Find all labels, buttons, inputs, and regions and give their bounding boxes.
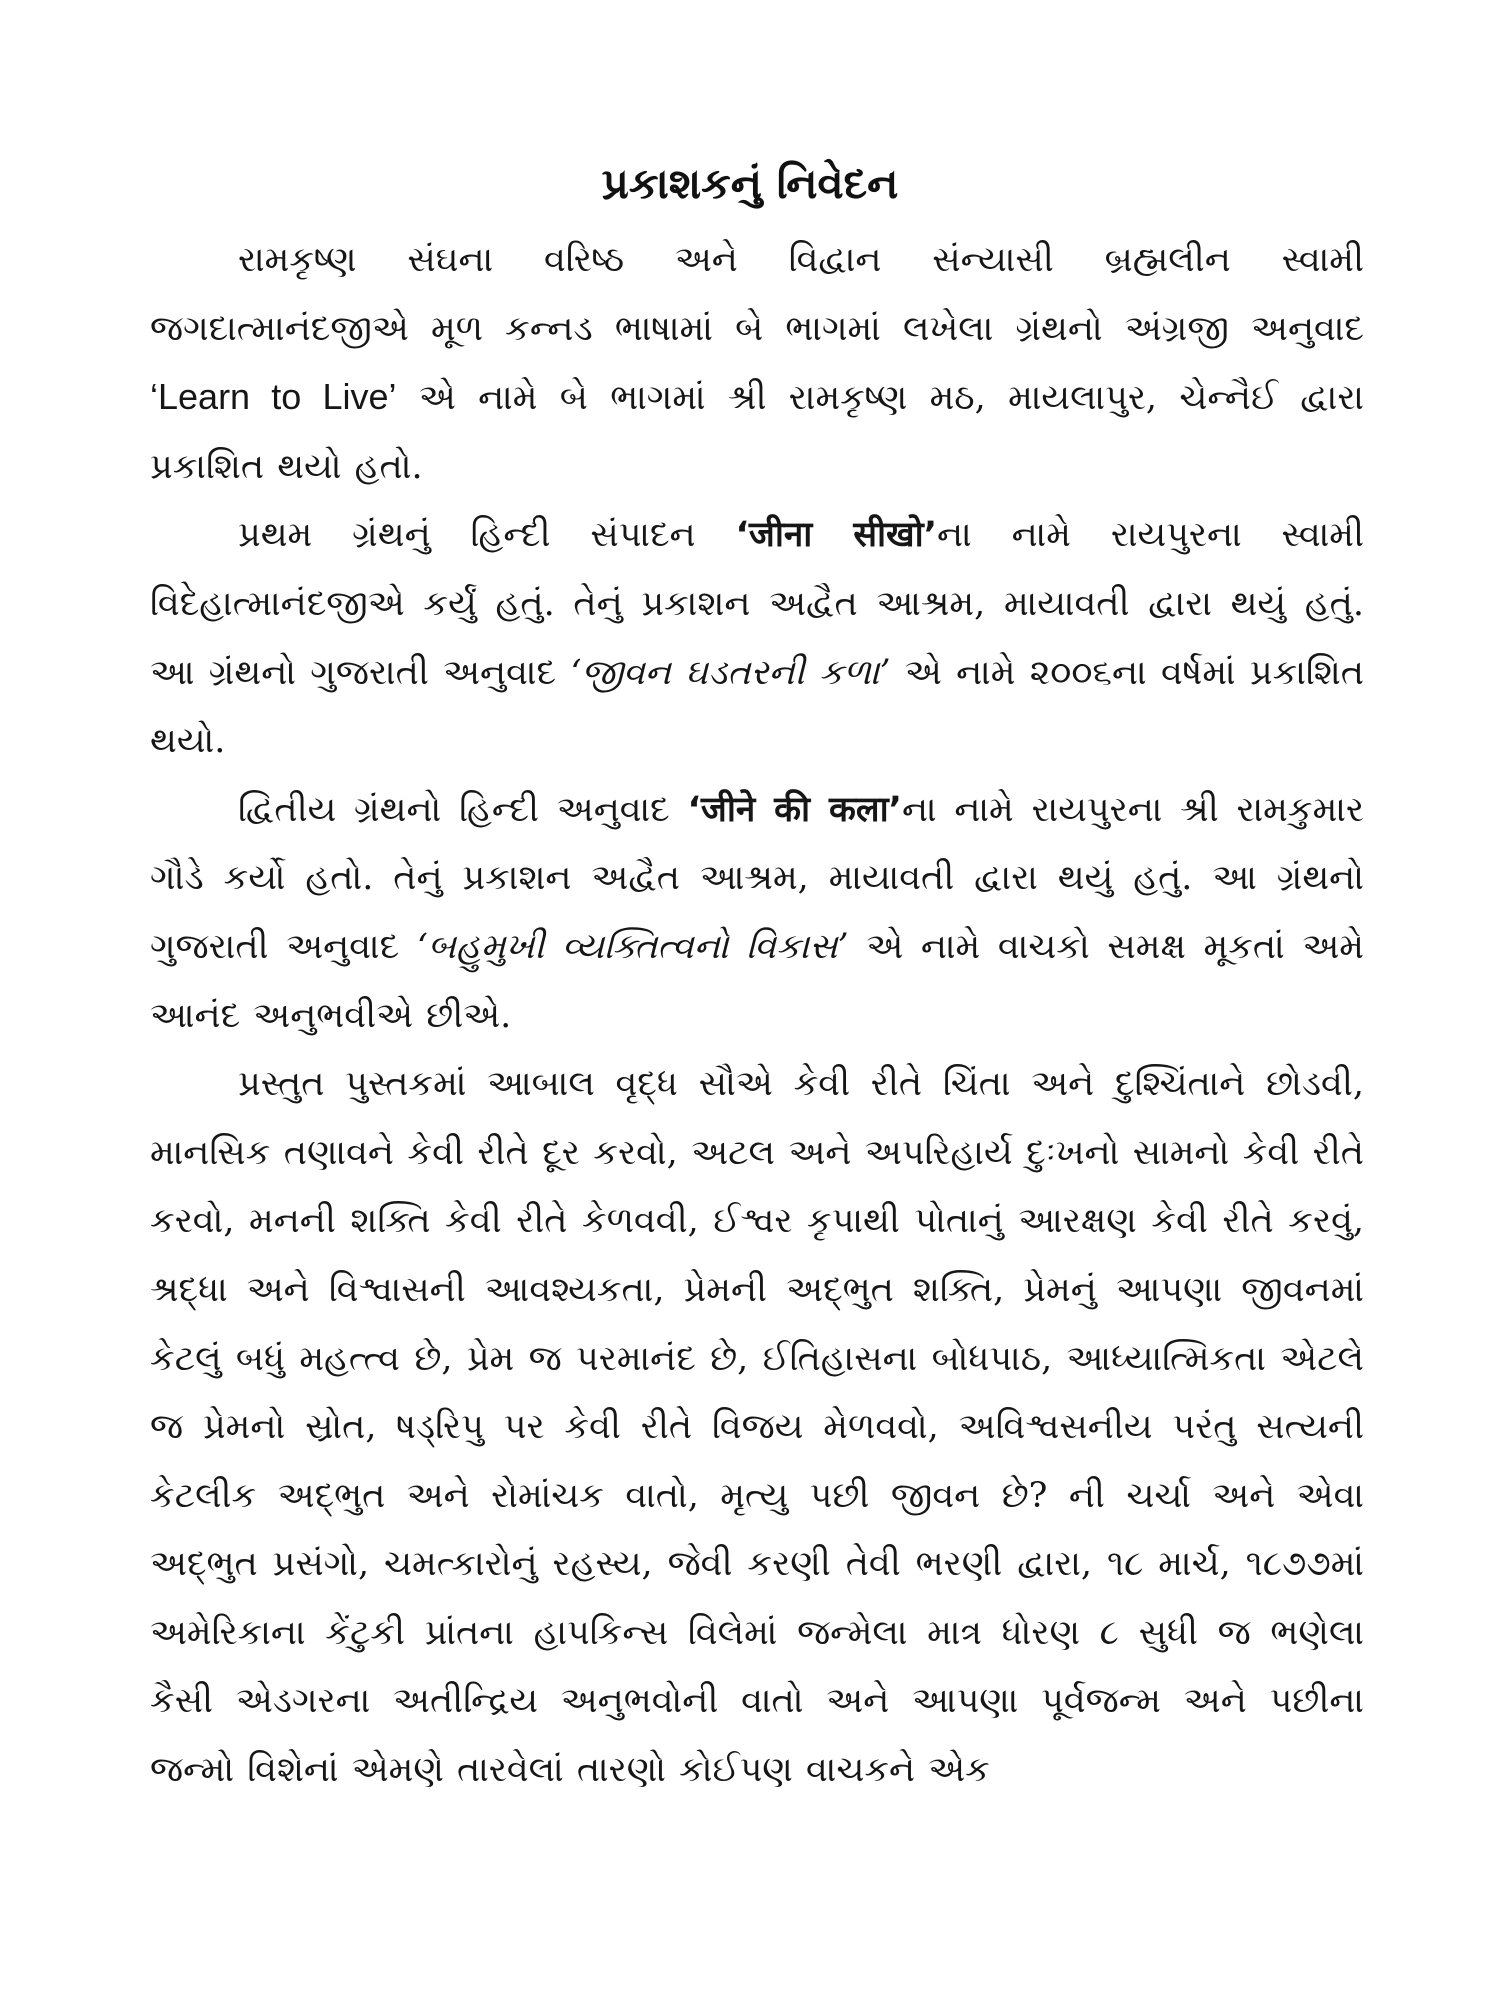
paragraph-1 (150, 226, 1364, 501)
paragraph-2 (150, 501, 1364, 775)
hindi-book-title-1: ‘जीना सीखो’ (735, 515, 938, 556)
gujarati-book-title-2: ‘બહુમુખી વ્યક્તિત્વનો વિકાસ’ (416, 926, 849, 967)
gujarati-book-title-1: ‘જીવન ઘડતરની કળા’ (570, 652, 891, 693)
paragraph-2-text-a: પ્રથમ ગ્રંથનું હિન્દી સંપાદન (238, 515, 736, 556)
english-book-title: ‘Learn to Live’ (150, 376, 397, 418)
paragraph-1-text-b: એ નામે બે ભાગમાં શ્રી રામકૃષ્ણ મઠ, માયલાપુર, ચેન્નૈઈ દ્વારા પ્રકાશિત થયો હતો. (150, 378, 1365, 487)
paragraph-3 (150, 776, 1364, 1050)
hindi-book-title-2: ‘जीने की कला’ (687, 789, 902, 830)
paragraph-1-text-a: રામકૃષ્ણ સંઘના વરિષ્ઠ અને વિદ્વાન સંન્યાસી બ્રહ્મલીન સ્વામી જગદાત્માનંદજીએ મૂળ કન્નડ ભાષામાં બે ભાગમાં લખેલા ગ્રંથનો અંગ્રજી અનુવાદ (150, 240, 1364, 349)
paragraph-2-text-b: ના નામે રાયપુરના સ્વામી વિદેહાત્માનંદજીએ કર્યું હતું. તેનું પ્રકાશન અદ્વૈત આશ્રમ, માયાવતી દ્વારા થયું હતું. આ ગ્રંથનો ગુજરાતી અનુવાદ (150, 515, 1364, 693)
paragraph-4: પ્રસ્તુત પુસ્તકમાં આબાલ વૃદ્ધ સૌએ કેવી રીતે ચિંતા અને દુશ્ચિંતાને છોડવી, માનસિક તણાવને કેવી રીતે દૂર કરવો, અટલ અને અપરિહાર્ય દુઃખનો સામનો કેવી રીતે કરવો, મનની શક્તિ કેવી રીતે કેળવવી, ઈશ્વર કૃપાથી પોતાનું આરક્ષણ કેવી રીતે કરવું, શ્રદ્ધા અને વિશ્વાસની આવશ્યકતા, પ્રેમની અદ્ભુત શક્તિ, પ્રેમનું આપણા જીવનમાં કેટલું બધું મહત્ત્વ છે, પ્રેમ જ પરમાનંદ છે, ઈતિહાસના બોધપાઠ, આધ્યાત્મિકતા એટલે જ પ્રેમનો સ્રોત, ષડ્‌રિપુ પર કેવી રીતે વિજય મેળવવો, અવિશ્વસનીય પરંતુ સત્યની કેટલીક અદ્ભુત અને રોમાંચક વાતો, મૃત્યુ પછી જીવન છે? ની ચર્ચા અને એવા અદ્ભુત પ્રસંગો, ચમત્કારોનું રહસ્ય, જેવી કરણી તેવી ભરણી દ્વારા, ૧૮ માર્ચ, ૧૮૭૭માં અમેરિકાના કેંટુકી પ્રાંતના હાપકિન્સ વિલેમાં જન્મેલા માત્ર ધોરણ ૮ સુધી જ ભણેલા કૈસી એડગરના અતીન્દ્રિય અનુભવોની વાતો અને આપણા પૂર્વજન્મ અને પછીના જન્મો વિશેનાં એમણે તારવેલાં તારણો કોઈપણ વાચકને એક (150, 1064, 1364, 1791)
paragraph-2-text-c: એ નામે ૨૦૦૬ના વર્ષમાં પ્રકાશિત થયો. (150, 652, 1364, 762)
paragraph-3-text-b: ના નામે રાયપુરના શ્રી રામકુમાર ગૌડે કર્યો હતો. તેનું પ્રકાશન અદ્વૈત આશ્રમ, માયાવતી દ્વારા થયું હતું. આ ગ્રંથનો ગુજરાતી અનુવાદ (150, 789, 1364, 967)
paragraph-3-text-c: એ નામે વાચકો સમક્ષ મૂકતાં અમે આનંદ અનુભવીએ છીએ. (150, 926, 1364, 1036)
paragraph-3-text-a: દ્વિતીય ગ્રંથનો હિન્દી અનુવાદ (238, 789, 688, 830)
document-body (150, 226, 1364, 1805)
page-title: પ્રકાશકનું નિવેદન (601, 159, 899, 208)
